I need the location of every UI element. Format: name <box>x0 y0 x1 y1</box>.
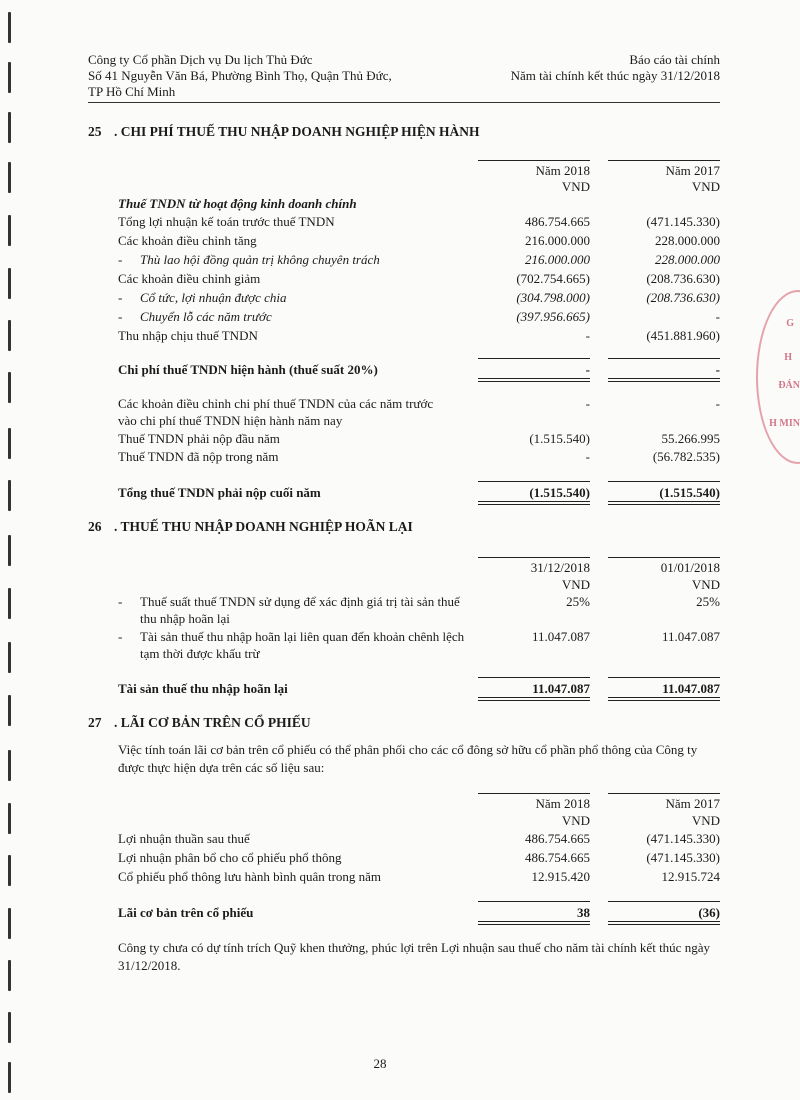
total-rule <box>608 901 720 902</box>
paid-tax-label: Thuế TNDN đã nộp trong năm <box>118 449 279 464</box>
section-title: . THUẾ THU NHẬP DOANH NGHIỆP HOÃN LẠI <box>114 519 413 534</box>
opening-tax-label: Thuế TNDN phải nộp đầu năm <box>118 431 280 446</box>
page-number: 28 <box>373 1056 387 1071</box>
company-address: Số 41 Nguyễn Văn Bá, Phường Bình Thọ, Quận Thủ Đức, <box>88 68 392 83</box>
col-rule <box>608 557 720 558</box>
seal-text: H <box>784 352 792 363</box>
row-label: Tổng lợi nhuận kế toán trước thuế TNDN <box>118 214 335 229</box>
value-2017: 228.000.000 <box>655 233 720 248</box>
value-2018: 486.754.665 <box>525 831 590 846</box>
value-2018: - <box>585 328 590 343</box>
value-2018: (702.754.665) <box>516 271 590 286</box>
column-unit: VND <box>691 577 720 592</box>
company-seal <box>756 290 800 464</box>
subsection-title: Thuế TNDN từ hoạt động kinh doanh chính <box>118 196 357 211</box>
column-unit: VND <box>691 813 720 828</box>
column-header: 31/12/2018 <box>530 560 590 575</box>
adjustment-label-cont: vào chi phí thuế TNDN hiện hành năm nay <box>118 413 343 428</box>
row-label: Cổ phiếu phổ thông lưu hành bình quân trong năm <box>118 869 382 884</box>
double-rule <box>608 501 720 505</box>
paid-tax-2018: - <box>585 449 590 464</box>
value-2017: 12.915.724 <box>661 869 720 884</box>
current-tax-label: Chi phí thuế TNDN hiện hành (thuế suất 20%) <box>118 362 378 377</box>
row-label: Tài sản thuế thu nhập hoãn lại liên quan đến khoản chênh lệch <box>140 629 465 644</box>
adjustment-2017: - <box>715 396 720 411</box>
opening-tax-2017: 55.266.995 <box>661 431 720 446</box>
total-rule <box>478 677 590 678</box>
eps-2017: (36) <box>698 905 720 920</box>
section-number: 25 <box>88 124 102 139</box>
row-label: Thuế suất thuế TNDN sử dụng để xác định giá trị tài sản thuế <box>140 594 460 609</box>
intro-paragraph-cont: được thực hiện dựa trên các số liệu sau: <box>118 760 325 775</box>
current-tax-2018: - <box>585 362 590 377</box>
report-period: Năm tài chính kết thúc ngày 31/12/2018 <box>510 68 720 83</box>
eps-label: Lãi cơ bản trên cổ phiếu <box>118 905 254 920</box>
value-2017: (471.145.330) <box>646 214 720 229</box>
double-rule <box>608 921 720 925</box>
total-rule <box>608 677 720 678</box>
value-2018: (397.956.665) <box>516 309 590 324</box>
company-name: Công ty Cổ phần Dịch vụ Du lịch Thủ Đức <box>88 52 313 67</box>
total-tax-2017: (1.515.540) <box>659 485 720 500</box>
value-2017: (471.145.330) <box>646 850 720 865</box>
double-rule <box>478 697 590 701</box>
deferred-total-col1: 11.047.087 <box>532 681 590 696</box>
row-label: Các khoản điều chỉnh giảm <box>118 271 261 286</box>
binder-holes <box>8 0 28 1100</box>
row-label: Các khoản điều chỉnh tăng <box>118 233 257 248</box>
row-label: Chuyển lỗ các năm trước <box>140 309 272 324</box>
column-header: Năm 2018 <box>535 796 590 811</box>
adjustment-2018: - <box>585 396 590 411</box>
row-label-cont: tạm thời được khấu trừ <box>140 646 260 661</box>
column-header: Năm 2017 <box>665 796 720 811</box>
column-header: 01/01/2018 <box>660 560 720 575</box>
col-rule <box>608 793 720 794</box>
adjustment-label: Các khoản điều chỉnh chi phí thuế TNDN của các năm trước <box>118 396 434 411</box>
value-col2: 11.047.087 <box>661 629 720 644</box>
column-unit: VND <box>561 577 590 592</box>
seal-text: H MIN <box>769 418 800 429</box>
intro-paragraph: Việc tính toán lãi cơ bản trên cổ phiếu có thể phân phối cho các cổ đông sở hữu cổ phần phổ thông của Công ty <box>118 742 698 757</box>
total-tax-label: Tổng thuế TNDN phải nộp cuối năm <box>118 485 321 500</box>
section-title: . CHI PHÍ THUẾ THU NHẬP DOANH NGHIỆP HIỆN HÀNH <box>114 124 480 139</box>
row-label: Cổ tức, lợi nhuận được chia <box>140 290 287 305</box>
value-2017: (451.881.960) <box>646 328 720 343</box>
total-rule <box>608 481 720 482</box>
value-2017: 228.000.000 <box>655 252 720 267</box>
section-title: . LÃI CƠ BẢN TRÊN CỔ PHIẾU <box>114 715 311 730</box>
value-2017: (471.145.330) <box>646 831 720 846</box>
seal-text: ĐÁN <box>778 380 800 391</box>
value-col1: 25% <box>566 594 590 609</box>
value-2017: (208.736.630) <box>646 271 720 286</box>
section-number: 27 <box>88 715 102 730</box>
opening-tax-2018: (1.515.540) <box>529 431 590 446</box>
column-header: Năm 2017 <box>665 163 720 178</box>
value-2018: 216.000.000 <box>525 233 590 248</box>
double-rule <box>478 501 590 505</box>
double-rule <box>608 378 720 382</box>
company-city: TP Hồ Chí Minh <box>88 84 176 99</box>
value-2018: 486.754.665 <box>525 850 590 865</box>
column-header: Năm 2018 <box>535 163 590 178</box>
value-2018: 486.754.665 <box>525 214 590 229</box>
deferred-total-col2: 11.047.087 <box>662 681 720 696</box>
total-tax-2018: (1.515.540) <box>529 485 590 500</box>
total-rule <box>478 901 590 902</box>
row-dash: - <box>118 594 123 609</box>
row-dash: - <box>118 290 123 305</box>
header-divider <box>88 102 720 103</box>
value-2017: - <box>715 309 720 324</box>
row-dash: - <box>118 309 123 324</box>
note-paragraph: Công ty chưa có dự tính trích Quỹ khen thưởng, phúc lợi trên Lợi nhuận sau thuế cho năm tài chính kết thúc ngày <box>118 940 710 955</box>
value-2018: 12.915.420 <box>531 869 590 884</box>
total-rule <box>478 481 590 482</box>
row-label-cont: thu nhập hoãn lại <box>140 611 230 626</box>
row-label: Thù lao hội đồng quản trị không chuyên trách <box>140 252 380 267</box>
double-rule <box>608 697 720 701</box>
row-dash: - <box>118 252 123 267</box>
report-title: Báo cáo tài chính <box>629 52 720 67</box>
row-label: Lợi nhuận thuần sau thuế <box>118 831 250 846</box>
row-dash: - <box>118 629 123 644</box>
col-rule <box>478 160 590 161</box>
column-unit: VND <box>691 179 720 194</box>
subtotal-rule <box>478 358 590 359</box>
row-label: Lợi nhuận phân bổ cho cổ phiếu phổ thông <box>118 850 342 865</box>
row-label: Thu nhập chịu thuế TNDN <box>118 328 258 343</box>
value-2018: 216.000.000 <box>525 252 590 267</box>
value-col1: 11.047.087 <box>531 629 590 644</box>
col-rule <box>608 160 720 161</box>
note-paragraph-cont: 31/12/2018. <box>118 958 181 973</box>
value-2017: (208.736.630) <box>646 290 720 305</box>
section-number: 26 <box>88 519 102 534</box>
col-rule <box>478 793 590 794</box>
value-col2: 25% <box>696 594 720 609</box>
eps-2018: 38 <box>577 905 590 920</box>
subtotal-rule <box>608 358 720 359</box>
deferred-total-label: Tài sản thuế thu nhập hoãn lại <box>118 681 288 696</box>
column-unit: VND <box>561 179 590 194</box>
column-unit: VND <box>561 813 590 828</box>
current-tax-2017: - <box>715 362 720 377</box>
double-rule <box>478 921 590 925</box>
seal-text: G <box>786 318 794 329</box>
double-rule <box>478 378 590 382</box>
paid-tax-2017: (56.782.535) <box>652 449 720 464</box>
value-2018: (304.798.000) <box>516 290 590 305</box>
col-rule <box>478 557 590 558</box>
